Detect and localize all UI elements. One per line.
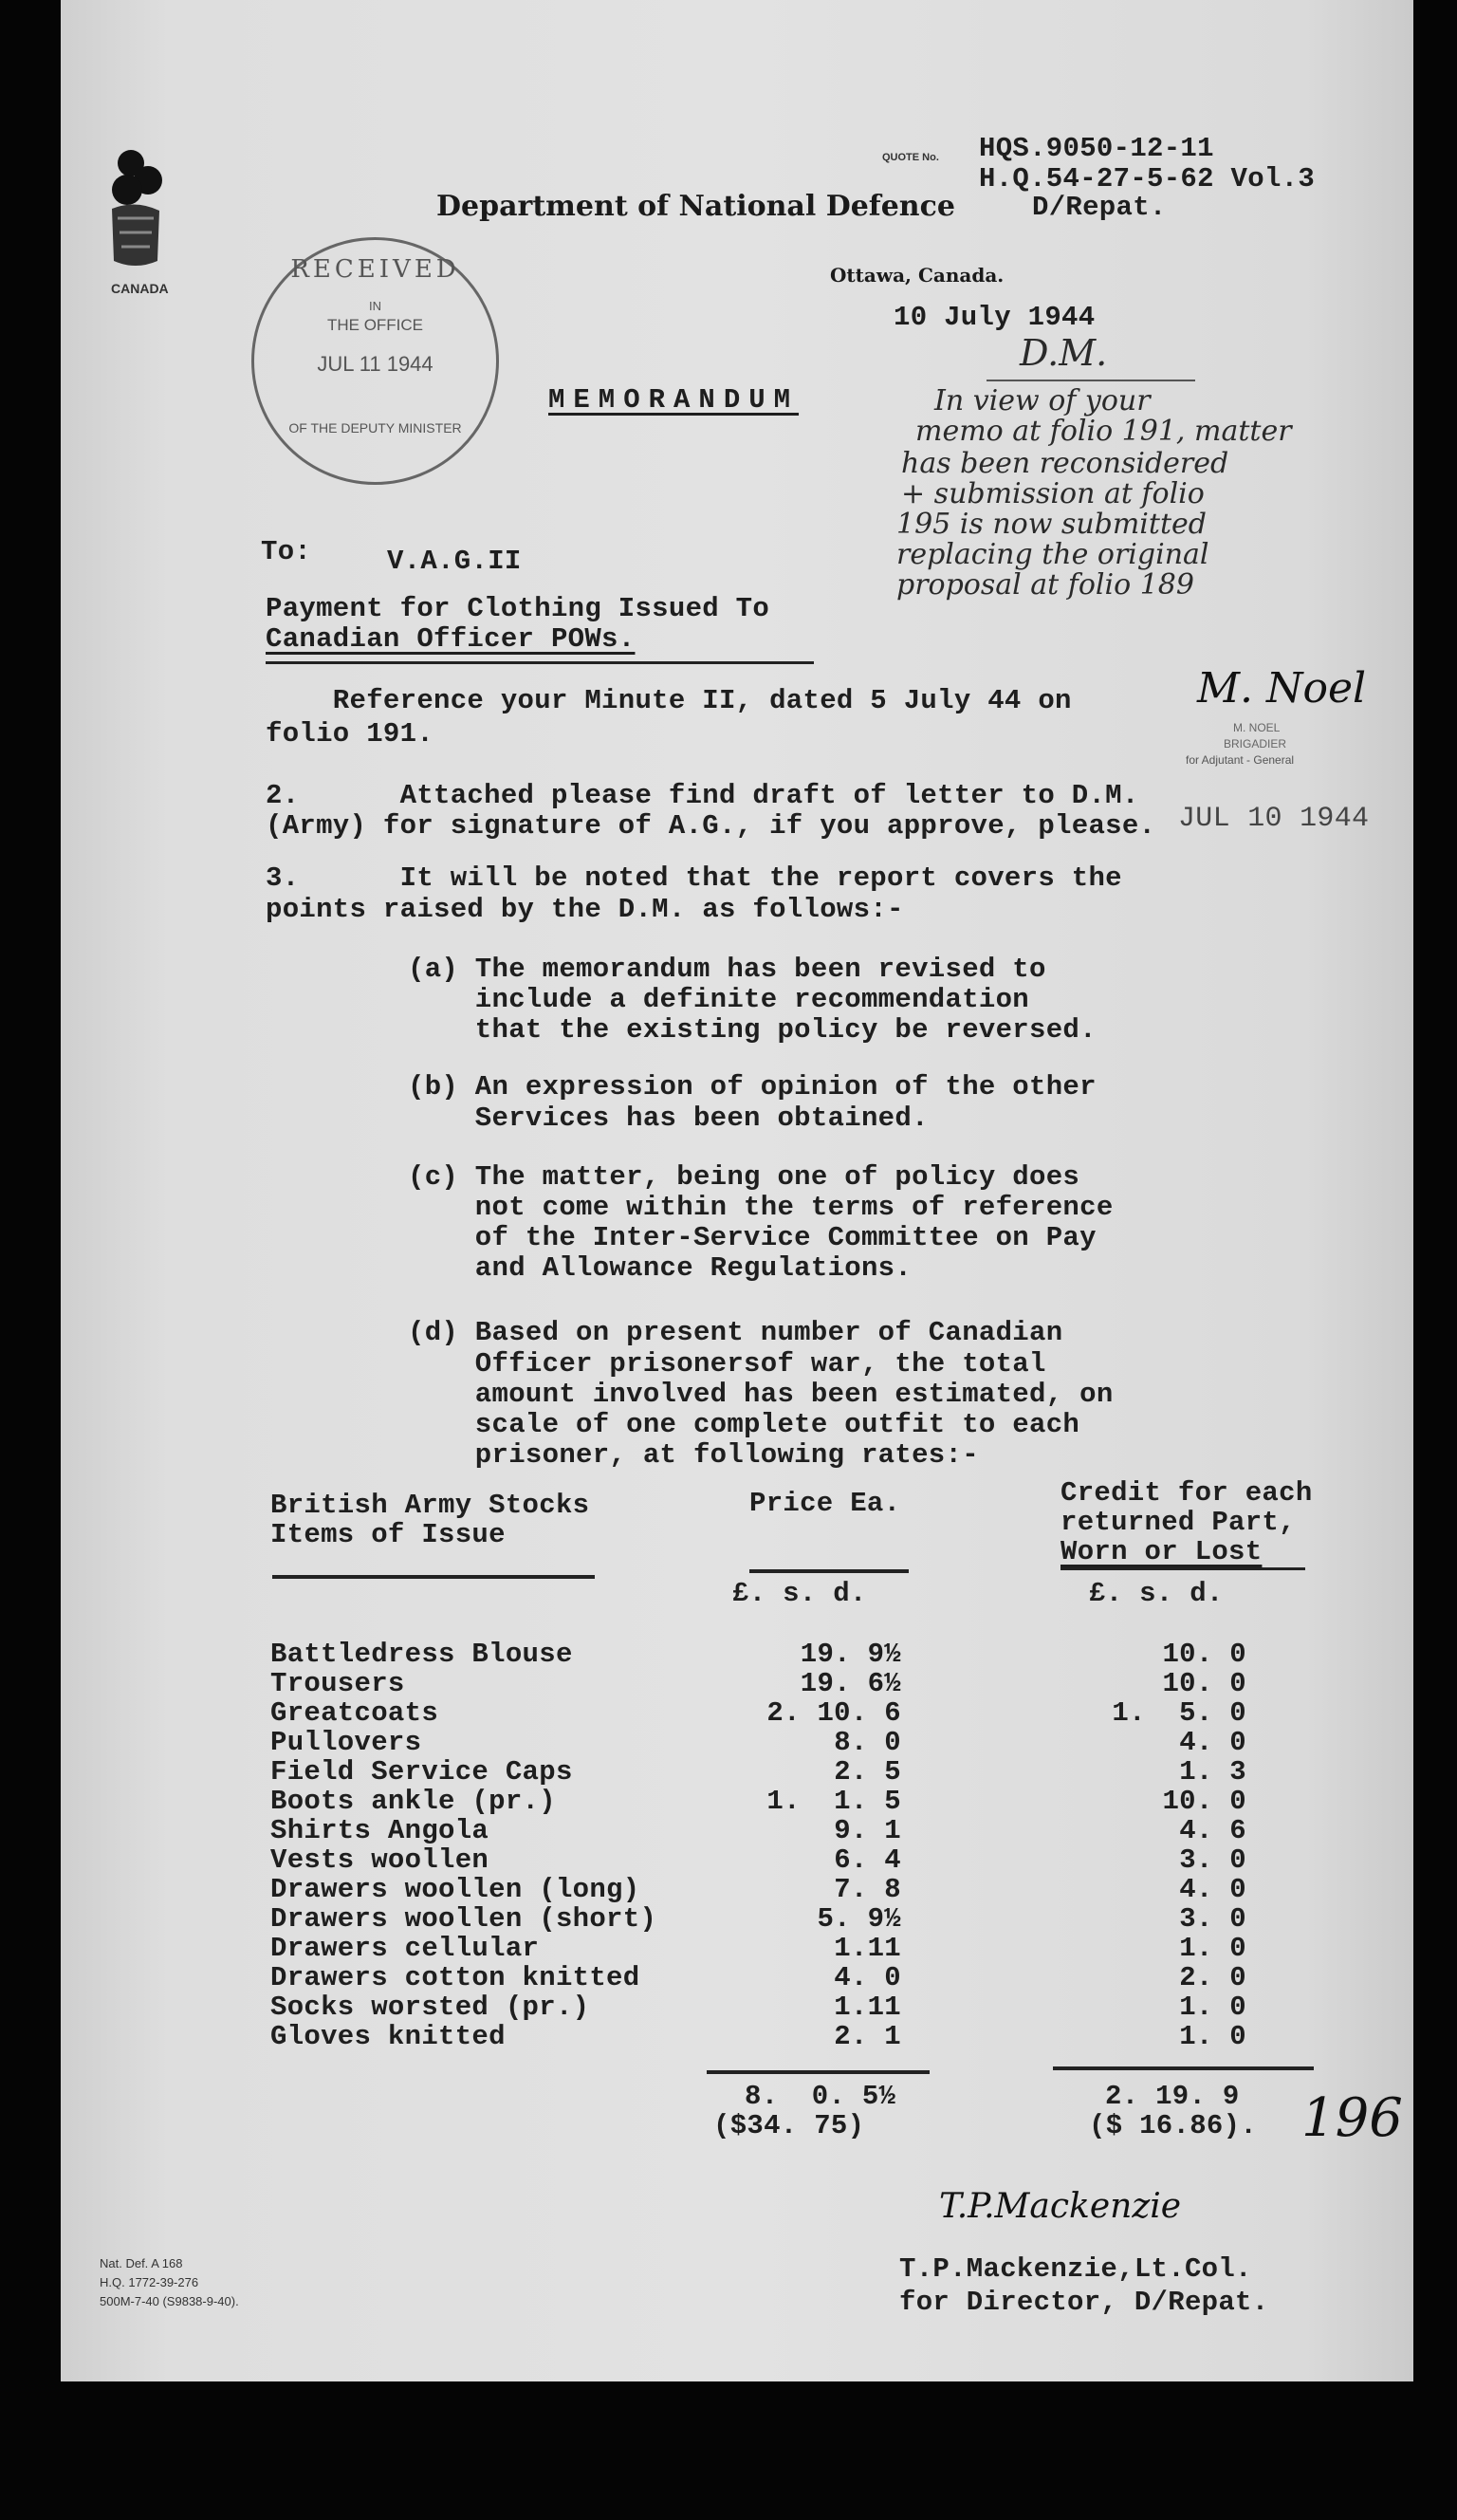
folio-number: 196 (1301, 2087, 1403, 2149)
price-units: £. s. d. (732, 1578, 867, 1609)
table-row (0, 1844, 1457, 1874)
item-name: Gloves knitted (270, 2021, 506, 2052)
recipient: V.A.G.II (387, 546, 522, 577)
point-a-1: (a) The memorandum has been revised to (408, 954, 1046, 985)
country-label: CANADA (111, 281, 169, 296)
point-c-1: (c) The matter, being one of policy does (408, 1161, 1080, 1193)
item-price: 8. 0 (834, 1727, 901, 1758)
item-name: Vests woollen (270, 1844, 489, 1876)
item-credit: 1. 3 (1179, 1756, 1246, 1788)
point-b-1: (b) An expression of opinion of the other (408, 1071, 1097, 1102)
point-a-2: include a definite recommendation (408, 984, 1030, 1015)
item-name: Shirts Angola (270, 1815, 489, 1846)
item-price: 19. 9½ (800, 1639, 901, 1670)
para3-line2: points raised by the D.M. as follows:- (266, 894, 904, 925)
item-name: Greatcoats (270, 1697, 439, 1729)
subject-line-1: Payment for Clothing Issued To (266, 593, 770, 624)
item-name: Drawers woollen (long) (270, 1874, 640, 1905)
item-credit: 10. 0 (1162, 1786, 1246, 1817)
table-row (0, 1933, 1457, 1962)
item-credit: 10. 0 (1162, 1639, 1246, 1670)
quote-label: QUOTE No. (882, 152, 939, 163)
to-label: To: (261, 536, 312, 567)
item-price: 7. 8 (834, 1874, 901, 1905)
table-row (0, 2021, 1457, 2050)
item-credit: 4. 0 (1179, 1727, 1246, 1758)
item-price: 2. 1 (834, 2021, 901, 2052)
item-credit: 1. 0 (1179, 2021, 1246, 2052)
item-price: 1.11 (834, 1933, 901, 1964)
item-credit: 3. 0 (1179, 1844, 1246, 1876)
form-number-3: 500M-7-40 (S9838-9-40). (100, 2294, 239, 2308)
header-price: Price Ea. (749, 1488, 901, 1519)
price-total-dollars: ($34. 75) (713, 2110, 865, 2141)
table-row (0, 1962, 1457, 1992)
item-name: Socks worsted (pr.) (270, 1992, 590, 2023)
stamp-date: JUL 11 1944 (317, 352, 433, 376)
header-item-2: Items of Issue (270, 1519, 506, 1550)
credit-units: £. s. d. (1089, 1578, 1224, 1609)
table-row (0, 1992, 1457, 2021)
stamp-office: THE OFFICE (326, 316, 424, 334)
item-credit: 1. 0 (1179, 1933, 1246, 1964)
credit-total-line (1053, 2066, 1314, 2070)
item-credit: 2. 0 (1179, 1962, 1246, 1993)
form-number-2: H.Q. 1772-39-276 (100, 2275, 199, 2289)
table-row (0, 1786, 1457, 1815)
item-name: Battledress Blouse (270, 1639, 573, 1670)
table-row (0, 1668, 1457, 1697)
header-price-underline (749, 1569, 909, 1573)
header-item-1: British Army Stocks (270, 1490, 590, 1521)
point-a-3: that the existing policy be reversed. (408, 1014, 1097, 1046)
item-price: 4. 0 (834, 1962, 901, 1993)
price-total-line (707, 2070, 930, 2074)
location: Ottawa, Canada. (830, 264, 1005, 287)
item-name: Trousers (270, 1668, 405, 1699)
memo-title: MEMORANDUM (548, 384, 800, 416)
approver-name: M. NOEL (1233, 721, 1281, 734)
handwritten-dm: D.M. (1020, 332, 1108, 374)
mackenzie-signature: T.P.Mackenzie (939, 2187, 1182, 2226)
item-credit: 3. 0 (1179, 1903, 1246, 1935)
para3-line1: 3. It will be noted that the report covers the (266, 862, 1122, 894)
item-name: Drawers cotton knitted (270, 1962, 640, 1993)
item-name: Pullovers (270, 1727, 422, 1758)
point-d-1: (d) Based on present number of Canadian (408, 1317, 1063, 1348)
stamp-bottom: OF THE DEPUTY MINISTER (288, 420, 462, 435)
header-credit-3: Worn or Lost (1060, 1536, 1263, 1567)
form-number-1: Nat. Def. A 168 (100, 2256, 183, 2270)
item-credit: 4. 0 (1179, 1874, 1246, 1905)
point-c-2: not come within the terms of reference (408, 1192, 1114, 1223)
table-row (0, 1815, 1457, 1844)
item-name: Field Service Caps (270, 1756, 573, 1788)
item-price: 2. 10. 6 (766, 1697, 901, 1729)
item-price: 6. 4 (834, 1844, 901, 1876)
header-credit-2: returned Part, (1060, 1507, 1296, 1538)
date: 10 July 1944 (894, 302, 1096, 333)
subject-underline (266, 661, 814, 664)
quote-number-3: D/Repat. (1032, 192, 1167, 223)
noel-signature: M. Noel (1197, 664, 1367, 713)
price-total: 8. 0. 5½ (745, 2081, 896, 2112)
item-credit: 1. 0 (1179, 1992, 1246, 2023)
stamp-in: IN (369, 299, 381, 313)
header-credit-1: Credit for each (1060, 1477, 1313, 1509)
para2-line2: (Army) for signature of A.G., if you approve, please. (266, 810, 1156, 842)
credit-total-dollars: ($ 16.86). (1089, 2110, 1258, 2141)
point-c-4: and Allowance Regulations. (408, 1252, 913, 1284)
item-credit: 1. 5. 0 (1112, 1697, 1246, 1729)
point-b-2: Services has been obtained. (408, 1102, 929, 1134)
item-credit: 10. 0 (1162, 1668, 1246, 1699)
quote-number-1: HQS.9050-12-11 (979, 133, 1214, 164)
item-name: Boots ankle (pr.) (270, 1786, 556, 1817)
para2-line1: 2. Attached please find draft of letter to D.M. (266, 780, 1139, 811)
item-price: 1. 1. 5 (766, 1786, 901, 1817)
approval-date-stamp: JUL 10 1944 (1178, 803, 1370, 835)
quote-number-2: H.Q.54-27-5-62 Vol.3 (979, 163, 1316, 195)
table-row (0, 1727, 1457, 1756)
table-row (0, 1756, 1457, 1786)
item-price: 5. 9½ (817, 1903, 901, 1935)
received-stamp (251, 237, 499, 485)
item-price: 1.11 (834, 1992, 901, 2023)
item-price: 2. 5 (834, 1756, 901, 1788)
department-title: Department of National Defence (436, 190, 955, 223)
table-row (0, 1639, 1457, 1668)
divider (987, 380, 1195, 381)
item-name: Drawers woollen (short) (270, 1903, 657, 1935)
point-d-2: Officer prisonersof war, the total (408, 1348, 1046, 1380)
table-row (0, 1874, 1457, 1903)
signatory-name: T.P.Mackenzie,Lt.Col. (899, 2253, 1252, 2285)
credit-total: 2. 19. 9 (1105, 2081, 1240, 2112)
signatory-title: for Director, D/Repat. (899, 2287, 1269, 2318)
approver-role: for Adjutant - General (1186, 753, 1295, 767)
item-price: 9. 1 (834, 1815, 901, 1846)
item-credit: 4. 6 (1179, 1815, 1246, 1846)
header-item-underline (272, 1575, 595, 1579)
header-credit-underline (1060, 1567, 1305, 1570)
canada-coat-of-arms-icon (102, 142, 169, 275)
point-d-4: scale of one complete outfit to each (408, 1409, 1080, 1440)
approver-rank: BRIGADIER (1224, 737, 1287, 750)
item-price: 19. 6½ (800, 1668, 901, 1699)
point-d-5: prisoner, at following rates:- (408, 1439, 979, 1471)
point-c-3: of the Inter-Service Committee on Pay (408, 1222, 1097, 1253)
table-row (0, 1697, 1457, 1727)
para1-line1: Reference your Minute II, dated 5 July 44 on (266, 685, 1072, 716)
stamp-top: RECEIVED (290, 255, 460, 284)
item-name: Drawers cellular (270, 1933, 540, 1964)
subject-line-2: Canadian Officer POWs. (266, 623, 636, 655)
para1-line2: folio 191. (266, 718, 434, 750)
point-d-3: amount involved has been estimated, on (408, 1379, 1114, 1410)
table-row (0, 1903, 1457, 1933)
